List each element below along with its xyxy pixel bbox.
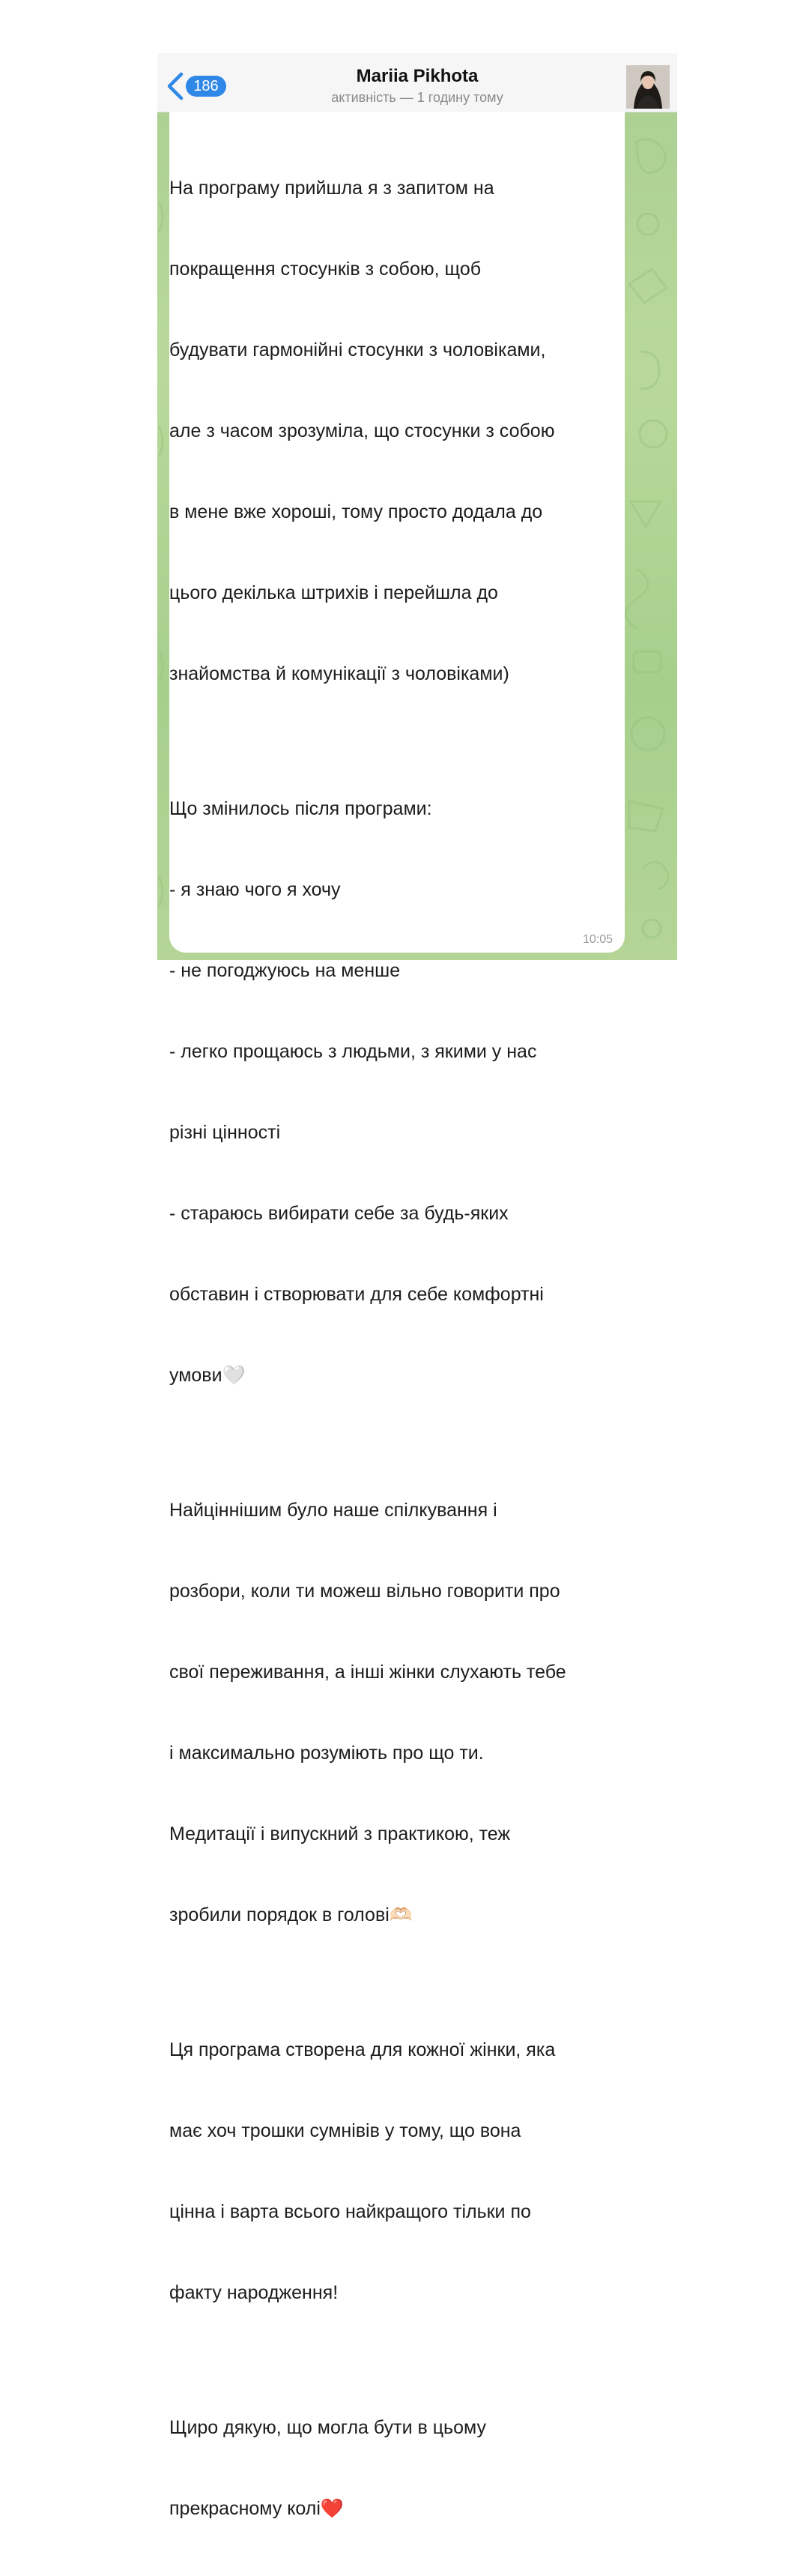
message-line: знайомства й комунікації з чоловіками) [169, 663, 509, 684]
message-line: обставин і створювати для себе комфортні [169, 1284, 544, 1305]
message-line: цього декілька штрихів і перейшла до [169, 582, 498, 603]
message-line: - стараюсь вибирати себе за будь-яких [169, 1203, 509, 1224]
message-line: розбори, коли ти можеш вільно говорити про [169, 1581, 560, 1602]
avatar[interactable] [626, 65, 670, 109]
chat-screen [157, 53, 677, 2519]
message-line: Найціннішим було наше спілкування і [169, 1500, 497, 1521]
message-line: Що змінилось після програми: [169, 798, 432, 819]
message-line: але з часом зрозуміла, що стосунки з собою [169, 420, 555, 441]
contact-status: активність — 1 годину тому [331, 90, 503, 105]
message-line: - легко прощаюсь з людьми, з якими у нас [169, 1041, 537, 1062]
message-line: має хоч трошки сумнівів у тому, що вона [169, 2120, 521, 2141]
unread-count-badge[interactable]: 186 [186, 76, 226, 97]
message-line: - я знаю чого я хочу [169, 879, 341, 900]
message-line: факту народження! [169, 2282, 339, 2303]
contact-name: Mariia Pikhota [356, 66, 479, 86]
chevron-left-icon[interactable] [165, 71, 187, 101]
message-line: умови🤍 [169, 1365, 246, 1386]
message-text [169, 121, 608, 2576]
message-line: Ця програма створена для кожної жінки, яка [169, 2039, 556, 2060]
chat-header [157, 53, 677, 112]
message-line: Щиро дякую, що могла бути в цьому [169, 2417, 486, 2438]
message-line: - не погоджуюсь на менше [169, 960, 401, 981]
message-line: На програму прийшла я з запитом на [169, 178, 494, 199]
message-line: будувати гармонійні стосунки з чоловіками, [169, 340, 546, 361]
message-line: свої переживання, а інші жінки слухають тебе [169, 1662, 566, 1683]
message-line: різні цінності [169, 1122, 281, 1143]
avatar-photo-icon [626, 65, 670, 109]
message-line: прекрасному колі❤️ [169, 2498, 345, 2519]
message-line: в мене вже хороші, тому просто додала до [169, 501, 543, 522]
message-line: і максимально розуміють про що ти. [169, 1743, 484, 1764]
message-time: 10:05 [582, 933, 613, 946]
message-line: цінна і варта всього найкращого тільки по [169, 2201, 531, 2222]
message-line: Медитації і випускний з практикою, теж [169, 1824, 511, 1844]
message-line: зробили порядок в голові🫶🏻 [169, 1904, 413, 1925]
message-line: покращення стосунків з собою, щоб [169, 259, 482, 280]
chat-title[interactable] [247, 65, 587, 106]
